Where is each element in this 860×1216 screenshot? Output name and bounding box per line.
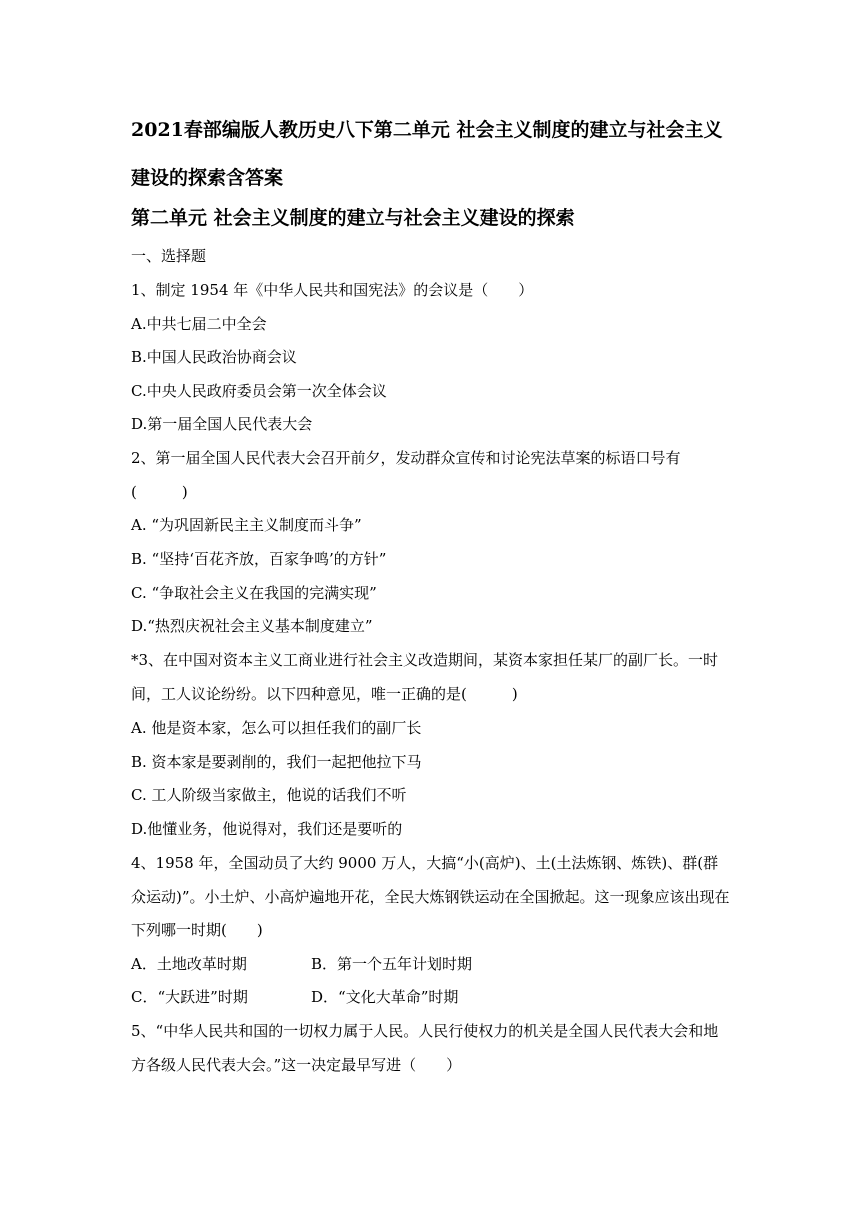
question-2-option-c: C. “争取社会主义在我国的完满实现” [131, 584, 377, 602]
question-3-option-d: D.他懂业务，他说得对，我们还是要听的 [131, 820, 403, 838]
question-4-stem: 4、1958 年，全国动员了大约 9000 万人，大搞“小(高炉)、土(土法炼钢、炼铁)、群(群众运动)”。小土炉、小高炉遍地开花，全民大炼钢铁运动在全国掀起。这一现象应该出现在下列哪一时期( ) [131, 854, 730, 939]
question-3-option-b: B. 资本家是要剥削的，我们一起把他拉下马 [131, 753, 422, 771]
question-5-stem: 5、“中华人民共和国的一切权力属于人民。人民行使权力的机关是全国人民代表大会和地方各级人民代表大会。”这一决定最早写进（ ） [131, 1022, 719, 1074]
question-2-option-d: D.“热烈庆祝社会主义基本制度建立” [131, 617, 373, 635]
question-1-option-a: A.中共七届二中全会 [131, 315, 267, 333]
section-label: 一、选择题 [131, 247, 207, 265]
document-title: 2021春部编版人教历史八下第二单元 社会主义制度的建立与社会主义建设的探索含答案 [131, 119, 723, 189]
question-1-option-b: B.中国人民政治协商会议 [131, 348, 297, 366]
question-4-option-b: B．第一个五年计划时期 [311, 955, 473, 973]
question-4-option-c: C．“大跃进”时期 [131, 988, 248, 1006]
question-4-option-a: A．土地改革时期 [131, 955, 247, 973]
question-4-options-row-1 [131, 953, 473, 975]
question-4-options-row-2 [131, 986, 459, 1008]
question-2-option-a: A. “为巩固新民主主义制度而斗争” [131, 516, 362, 534]
question-4-option-d: D．“文化大革命”时期 [311, 988, 459, 1006]
question-2-stem: 2、第一届全国人民代表大会召开前夕，发动群众宣传和讨论宪法草案的标语口号有( ) [131, 449, 681, 501]
question-1-stem: 1、制定 1954 年《中华人民共和国宪法》的会议是（ ） [131, 281, 534, 299]
unit-heading: 第二单元 社会主义制度的建立与社会主义建设的探索 [131, 207, 575, 229]
question-3-option-a: A. 他是资本家，怎么可以担任我们的副厂长 [131, 719, 422, 737]
question-3-stem: *3、在中国对资本主义工商业进行社会主义改造期间，某资本家担任某厂的副厂长。一时间，工人议论纷纷。以下四种意见，唯一正确的是( ) [131, 651, 719, 703]
question-3-option-c: C. 工人阶级当家做主，他说的话我们不听 [131, 786, 407, 804]
question-1-option-d: D.第一届全国人民代表大会 [131, 415, 313, 433]
question-1-option-c: C.中央人民政府委员会第一次全体会议 [131, 382, 387, 400]
question-2-option-b: B. “坚持‘百花齐放，百家争鸣’的方针” [131, 550, 387, 568]
